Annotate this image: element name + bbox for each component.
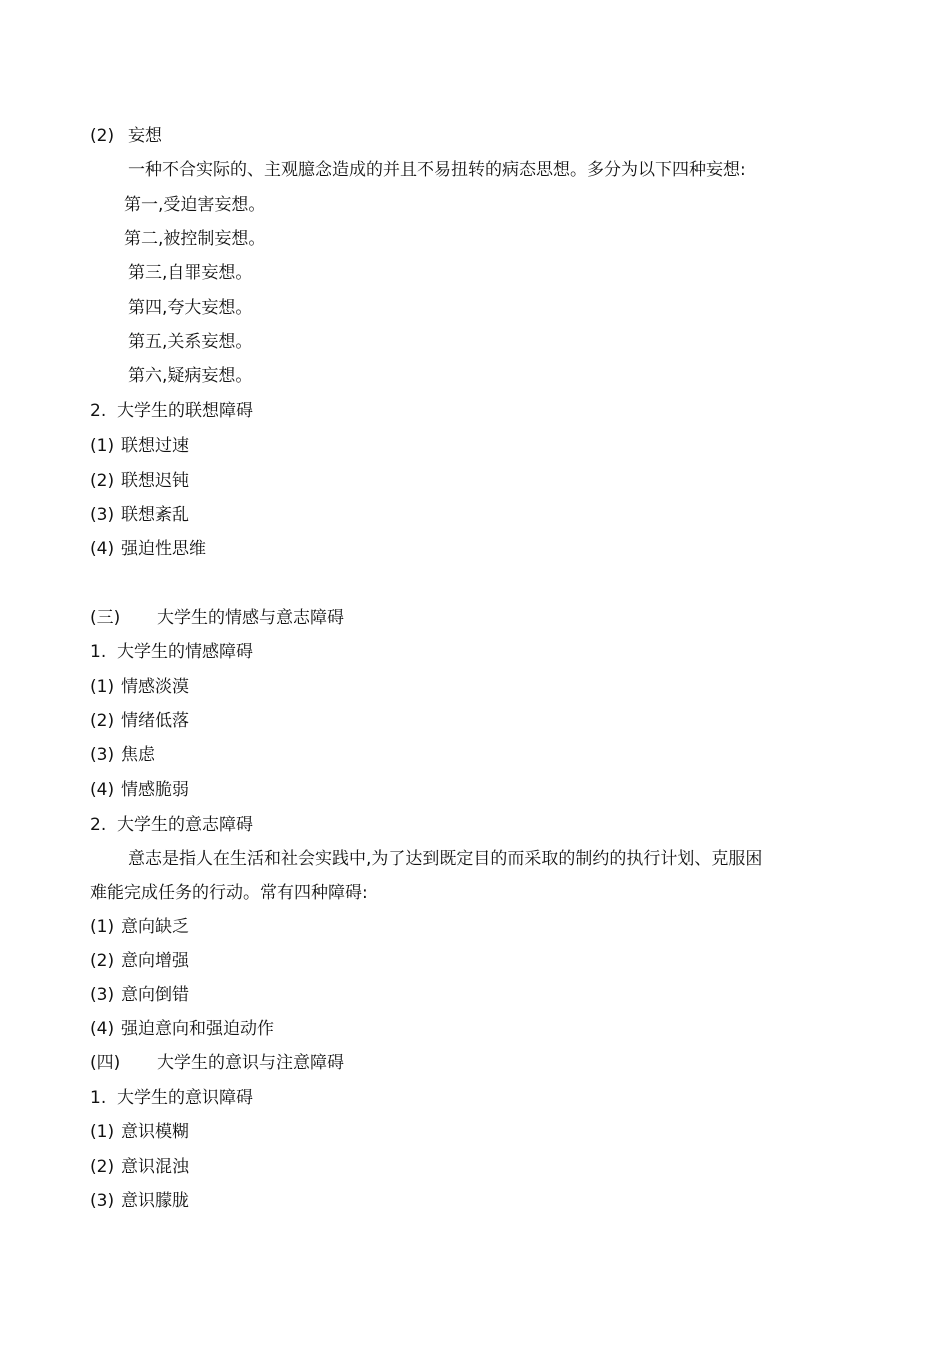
section-heading-association [90,401,253,421]
item-text: 情感脆弱 [121,780,189,800]
list-item [90,677,189,697]
item-number: (2) [90,951,115,971]
item-text: 联想迟钝 [121,471,189,491]
list-item [90,1157,189,1177]
item-text: 强迫性思维 [121,539,206,559]
item-number: 2. [90,815,107,835]
delusion-type-4: 第四,夸大妄想。 [128,298,253,318]
item-number: (2) [90,1157,115,1177]
item-number: (2) [90,126,115,146]
item-number: (1) [90,1122,115,1142]
item-text: 联想紊乱 [121,505,189,525]
list-item [90,711,189,731]
list-item [90,1122,189,1142]
list-item [90,505,189,525]
item-text: 情感淡漠 [121,677,189,697]
item-number: (1) [90,436,115,456]
item-number: (3) [90,1191,115,1211]
item-delusion [90,126,162,146]
item-text: 意识朦胧 [121,1191,189,1211]
item-text: 焦虑 [121,745,155,765]
item-text: 大学生的情感障碍 [117,642,253,662]
item-number: (4) [90,1019,115,1039]
list-item [90,951,189,971]
item-number: (3) [90,745,115,765]
delusion-type-3: 第三,自罪妄想。 [128,263,253,283]
item-number: (4) [90,539,115,559]
item-text: 意识模糊 [121,1122,189,1142]
subsection-heading-consciousness [90,1088,253,1108]
item-number: (3) [90,505,115,525]
list-item [90,985,189,1005]
list-item [90,436,189,456]
item-number: (1) [90,917,115,937]
section-heading-consciousness [90,1053,344,1073]
delusion-type-2: 第二,被控制妄想。 [124,229,266,249]
list-item [90,780,189,800]
list-item [90,471,189,491]
item-text: 情绪低落 [121,711,189,731]
delusion-definition: 一种不合实际的、主观臆念造成的并且不易扭转的病态思想。多分为以下四种妄想: [128,160,746,180]
item-number: 1. [90,1088,107,1108]
delusion-type-5: 第五,关系妄想。 [128,332,253,352]
delusion-type-6: 第六,疑病妄想。 [128,366,253,386]
list-item [90,539,206,559]
item-text: 妄想 [128,126,162,146]
item-text: 大学生的意识与注意障碍 [157,1053,344,1073]
item-number: (4) [90,780,115,800]
list-item [90,745,155,765]
item-text: 意向倒错 [121,985,189,1005]
item-text: 意识混浊 [121,1157,189,1177]
list-item [90,917,189,937]
item-number: (2) [90,711,115,731]
item-number: (三) [90,608,121,628]
subsection-heading-will [90,815,253,835]
section-heading-emotion-will [90,608,344,628]
list-item [90,1191,189,1211]
item-text: 联想过速 [121,436,189,456]
item-number: (1) [90,677,115,697]
item-number: 1. [90,642,107,662]
item-text: 大学生的意志障碍 [117,815,253,835]
item-number: (3) [90,985,115,1005]
item-number: 2. [90,401,107,421]
item-text: 大学生的情感与意志障碍 [157,608,344,628]
item-text: 大学生的意识障碍 [117,1088,253,1108]
subsection-heading-emotion [90,642,253,662]
item-number: (2) [90,471,115,491]
item-text: 大学生的联想障碍 [117,401,253,421]
item-text: 强迫意向和强迫动作 [121,1019,274,1039]
item-number: (四) [90,1053,121,1073]
list-item [90,1019,274,1039]
will-definition-line-2: 难能完成任务的行动。常有四种障碍: [90,883,368,903]
item-text: 意向缺乏 [121,917,189,937]
delusion-type-1: 第一,受迫害妄想。 [124,195,266,215]
item-text: 意向增强 [121,951,189,971]
will-definition-line-1: 意志是指人在生活和社会实践中,为了达到既定目的而采取的制约的执行计划、克服困 [128,849,763,869]
